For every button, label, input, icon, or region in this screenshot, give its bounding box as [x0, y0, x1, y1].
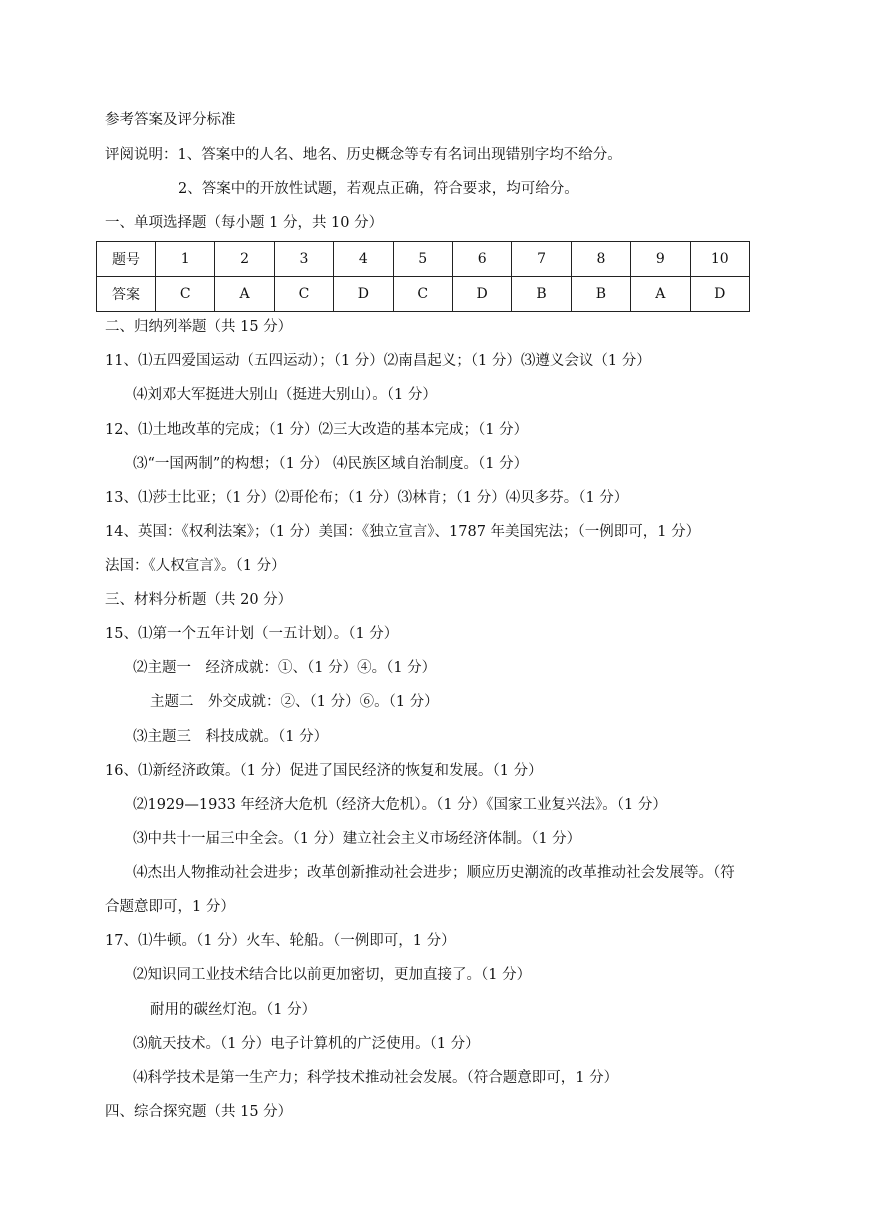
- answer-line-q16-2: ⑵1929—1933 年经济大危机（经济大危机）。（1 分）《国家工业复兴法》。（1 分）: [133, 797, 667, 813]
- question-number: 7: [512, 242, 571, 277]
- note-1: 评阅说明：1、答案中的人名、地名、历史概念等专有名词出现错别字均不给分。: [105, 147, 622, 163]
- doc-title: 参考答案及评分标准: [105, 112, 236, 128]
- question-number: 8: [571, 242, 630, 277]
- section-4-heading: 四、综合探究题（共 15 分）: [105, 1104, 293, 1120]
- answer-line-q16-4-cont: 合题意即可，1 分）: [105, 899, 235, 915]
- section-2-heading: 二、归纳列举题（共 15 分）: [105, 319, 293, 335]
- answer-line-q13: 13、⑴莎士比亚；（1 分）⑵哥伦布；（1 分）⑶林肯；（1 分）⑷贝多芬。（1 分）: [105, 490, 629, 506]
- answer-cell: B: [512, 277, 571, 312]
- question-number: 1: [156, 242, 215, 277]
- answer-cell: D: [690, 277, 749, 312]
- answer-cell: C: [393, 277, 452, 312]
- answer-line-q17-4: ⑷科学技术是第一生产力；科学技术推动社会发展。（符合题意即可，1 分）: [133, 1070, 619, 1086]
- answer-line-q17-2-cont: 耐用的碳丝灯泡。（1 分）: [150, 1002, 317, 1018]
- table-row: [97, 242, 750, 277]
- section-3-heading: 三、材料分析题（共 20 分）: [105, 592, 293, 608]
- row-label-answer: 答案: [97, 277, 156, 312]
- question-number: 5: [393, 242, 452, 277]
- table-row: [97, 277, 750, 312]
- answer-line-q12: 12、⑴土地改革的完成；（1 分）⑵三大改造的基本完成；（1 分）: [105, 422, 529, 438]
- answer-line-q11: 11、⑴五四爱国运动（五四运动）；（1 分）⑵南昌起义；（1 分）⑶遵义会议（1 分）: [105, 353, 651, 369]
- answer-table: [96, 241, 750, 312]
- row-label-number: 题号: [97, 242, 156, 277]
- answer-cell: C: [156, 277, 215, 312]
- question-number: 6: [452, 242, 511, 277]
- answer-cell: A: [215, 277, 274, 312]
- answer-line-q16-3: ⑶中共十一届三中全会。（1 分）建立社会主义市场经济体制。（1 分）: [133, 831, 582, 847]
- answer-line-q17-2: ⑵知识同工业技术结合比以前更加密切，更加直接了。（1 分）: [133, 967, 532, 983]
- question-number: 10: [690, 242, 749, 277]
- answer-line-q11-cont: ⑷刘邓大军挺进大别山（挺进大别山）。（1 分）: [133, 387, 437, 403]
- question-number: 3: [274, 242, 333, 277]
- answer-cell: A: [631, 277, 690, 312]
- question-number: 9: [631, 242, 690, 277]
- answer-cell: B: [571, 277, 630, 312]
- answer-line-q17-3: ⑶航天技术。（1 分）电子计算机的广泛使用。（1 分）: [133, 1036, 480, 1052]
- answer-line-q14-cont: 法国：《人权宣言》。（1 分）: [105, 558, 286, 574]
- answer-line-q16: 16、⑴新经济政策。（1 分）促进了国民经济的恢复和发展。（1 分）: [105, 763, 543, 779]
- answer-line-q15-theme1: ⑵主题一 经济成就：①、（1 分）④。（1 分）: [133, 660, 437, 676]
- answer-line-q15-theme3: ⑶主题三 科技成就。（1 分）: [133, 729, 329, 745]
- answer-line-q12-cont: ⑶“一国两制”的构想；（1 分） ⑷民族区域自治制度。（1 分）: [133, 456, 529, 472]
- question-number: 2: [215, 242, 274, 277]
- note-2: 2、答案中的开放性试题，若观点正确，符合要求，均可给分。: [178, 181, 579, 197]
- answer-line-q17: 17、⑴牛顿。（1 分）火车、轮船。（一例即可，1 分）: [105, 933, 456, 949]
- answer-line-q15-theme2: 主题二 外交成就：②、（1 分）⑥。（1 分）: [150, 694, 439, 710]
- answer-cell: D: [334, 277, 393, 312]
- answer-cell: C: [274, 277, 333, 312]
- answer-line-q15: 15、⑴第一个五年计划（一五计划）。（1 分）: [105, 626, 399, 642]
- answer-line-q16-4: ⑷杰出人物推动社会进步；改革创新推动社会进步；顺应历史潮流的改革推动社会发展等。（符: [133, 865, 735, 881]
- question-number: 4: [334, 242, 393, 277]
- section-1-heading: 一、单项选择题（每小题 1 分，共 10 分）: [105, 215, 384, 231]
- answer-cell: D: [452, 277, 511, 312]
- answer-line-q14: 14、英国：《权利法案》；（1 分）美国：《独立宣言》、1787 年美国宪法；（一例即可，1 分）: [105, 524, 701, 540]
